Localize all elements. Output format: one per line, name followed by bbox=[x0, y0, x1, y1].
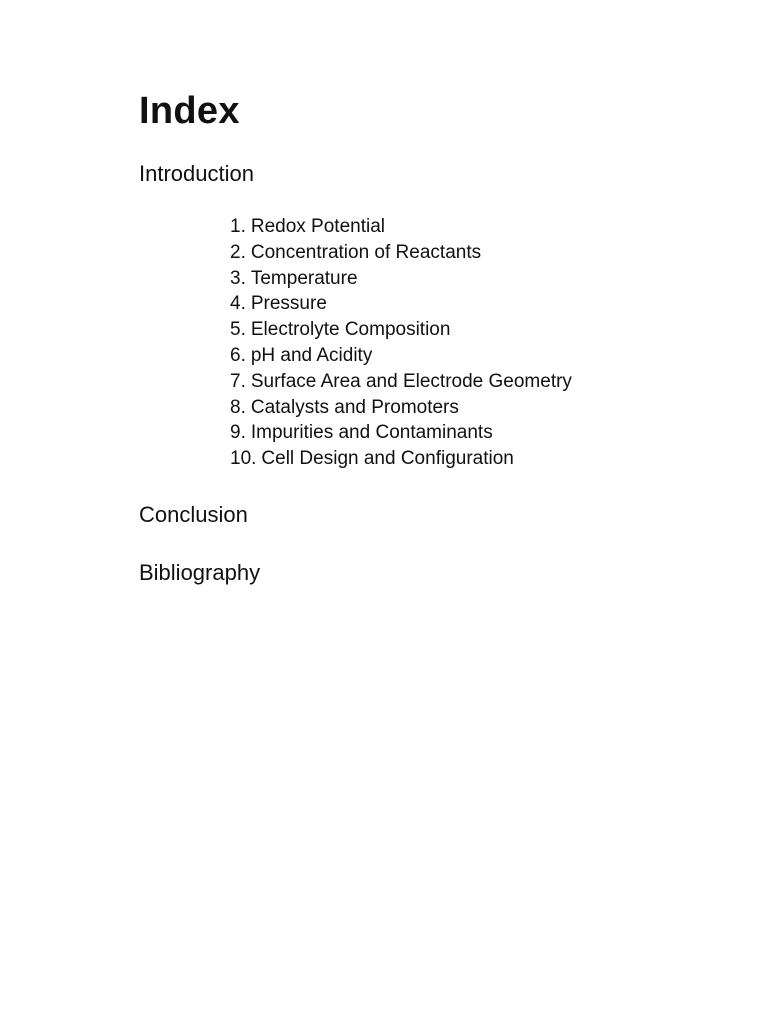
section-introduction: Introduction bbox=[139, 161, 254, 186]
page-title: Index bbox=[139, 90, 240, 132]
toc-item bbox=[230, 446, 572, 472]
toc-item-number: 3. bbox=[230, 267, 246, 289]
toc-item bbox=[230, 266, 572, 292]
toc-item-number: 9. bbox=[230, 422, 246, 444]
toc-item bbox=[230, 395, 572, 421]
section-bibliography: Bibliography bbox=[139, 560, 261, 585]
toc-item-label: Cell Design and Configuration bbox=[261, 448, 514, 470]
toc-item bbox=[230, 240, 572, 266]
toc-item-number: 4. bbox=[230, 293, 246, 315]
toc-item-number: 8. bbox=[230, 396, 246, 418]
toc-list bbox=[230, 214, 572, 472]
toc-item bbox=[230, 291, 572, 317]
toc-item-label: Temperature bbox=[250, 267, 358, 289]
toc-item bbox=[230, 214, 572, 240]
toc-item-number: 10. bbox=[230, 448, 257, 470]
toc-item-number: 6. bbox=[230, 344, 246, 366]
toc-item bbox=[230, 343, 572, 369]
toc-item-number: 1. bbox=[230, 216, 246, 237]
toc-item-label: Redox Potential bbox=[250, 216, 386, 237]
toc-item bbox=[230, 420, 572, 446]
toc-item-label: Electrolyte Composition bbox=[250, 319, 451, 341]
toc-item-label: Impurities and Contaminants bbox=[250, 422, 493, 444]
toc-item bbox=[230, 369, 572, 395]
toc-item-label: Catalysts and Promoters bbox=[250, 396, 459, 418]
toc-item-number: 5. bbox=[230, 319, 246, 341]
toc-item-number: 2. bbox=[230, 241, 246, 263]
toc-item-label: Concentration of Reactants bbox=[250, 241, 482, 263]
toc-item-label: Pressure bbox=[250, 293, 327, 315]
toc-item-label: pH and Acidity bbox=[250, 344, 373, 366]
toc-item bbox=[230, 317, 572, 343]
toc-item-label: Surface Area and Electrode Geometry bbox=[250, 370, 572, 392]
toc-item-number: 7. bbox=[230, 370, 246, 392]
section-conclusion: Conclusion bbox=[139, 502, 248, 527]
